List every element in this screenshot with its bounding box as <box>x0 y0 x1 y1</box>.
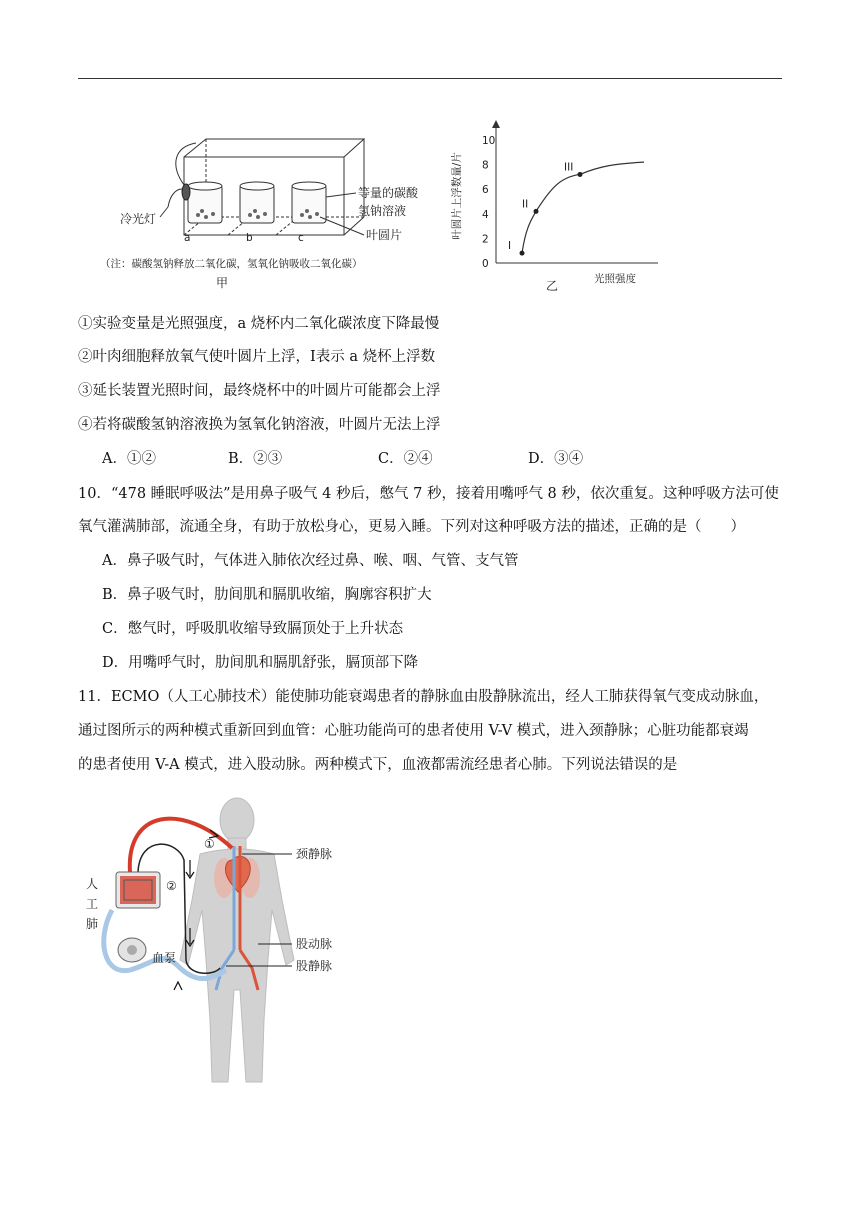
chart-point-label: II <box>522 198 529 211</box>
figure-jia-apparatus <box>100 125 440 295</box>
artificial-lung-device <box>116 872 160 908</box>
q11-stem-3: 的患者使用 V-A 模式，进入股动脉。两种模式下，血液都需流经患者心肺。下列说法错误的是 <box>78 757 678 773</box>
figure-note: （注：碳酸氢钠释放二氧化碳，氢氧化钠吸收二氧化碳） <box>100 258 363 270</box>
q11-stem-1: 11．ECMO（人工心肺技术）能使肺功能衰竭患者的静脉血由股静脉流出，经人工肺获得氧气变成动脉血， <box>78 689 769 705</box>
figure-yi-chart <box>448 118 668 298</box>
artificial-lung-label-2: 工 <box>86 897 99 911</box>
q9-option-d[interactable]: D．③④ <box>528 451 584 467</box>
q10-option-c[interactable]: C．憋气时，呼吸肌收缩导致膈顶处于上升状态 <box>102 621 404 637</box>
artificial-lung-label-3: 肺 <box>86 917 99 931</box>
q9-option-b[interactable]: B．②③ <box>228 451 283 467</box>
human-body-silhouette <box>180 798 294 1082</box>
y-tick-label: 4 <box>482 208 489 221</box>
figure-yi-caption: 乙 <box>546 279 559 293</box>
y-tick-label: 2 <box>482 233 489 246</box>
chart-points <box>508 161 583 255</box>
y-tick-label: 8 <box>482 159 489 172</box>
chart-point-label: III <box>564 161 574 174</box>
beaker-a <box>188 182 222 223</box>
chart-point <box>520 251 525 256</box>
q11-stem-2: 通过图所示的两种模式重新回到血管：心脏功能尚可的患者使用 V-V 模式，进入颈静脉；心脏功能都衰竭 <box>78 723 749 739</box>
blood-pump-icon <box>118 938 146 962</box>
q10-stem-1: 10．“478 睡眠呼吸法”是用鼻子吸气 4 秒后，憋气 7 秒，接着用嘴呼气 8 秒，依次重复。这种呼吸方法可使 <box>78 486 779 502</box>
chart-curve <box>522 162 644 253</box>
q9-statement-3: ③延长装置光照时间，最终烧杯中的叶圆片可能都会上浮 <box>78 383 441 399</box>
chart-point <box>578 172 583 177</box>
femoral-artery-label: 股动脉 <box>296 937 333 951</box>
lamp-label: 冷光灯 <box>120 212 157 226</box>
femoral-vein-label: 股静脉 <box>296 959 333 973</box>
beaker-a-label: a <box>184 232 191 244</box>
jugular-vein-label: 颈静脉 <box>296 847 333 861</box>
y-tick-label: 0 <box>482 258 489 270</box>
beaker-b <box>240 182 274 223</box>
q9-statement-2: ②叶肉细胞释放氧气使叶圆片上浮，Ⅰ表示 a 烧杯上浮数 <box>78 349 436 365</box>
y-axis-label: 叶圆片上浮数量/片 <box>451 152 463 240</box>
ylabel-group <box>450 152 463 240</box>
disc-label: 叶圆片 <box>366 228 403 242</box>
q9-option-a[interactable]: A．①② <box>102 451 156 467</box>
solution-label-1: 等量的碳酸 <box>358 186 419 200</box>
chart-point-label: I <box>508 240 512 253</box>
x-axis-label: 光照强度 <box>594 273 636 285</box>
y-tick-label: 10 <box>482 135 496 147</box>
lamp-icon <box>182 184 190 200</box>
tank-top <box>184 139 364 157</box>
y-tick-labels <box>482 135 495 270</box>
chart-point <box>534 209 539 214</box>
q10-option-b[interactable]: B．鼻子吸气时，肋间肌和膈肌收缩，胸廓容积扩大 <box>102 587 432 603</box>
q10-option-a[interactable]: A．鼻子吸气时，气体进入肺依次经过鼻、喉、咽、气管、支气管 <box>102 553 519 569</box>
beaker-b-label: b <box>246 232 253 244</box>
solution-label-2: 氢钠溶液 <box>358 204 407 218</box>
header-rule <box>78 78 782 79</box>
figure-jia-caption: 甲 <box>216 276 229 290</box>
y-tick-label: 6 <box>482 184 489 197</box>
q10-option-d[interactable]: D．用嘴呼气时，肋间肌和膈肌舒张，膈顶部下降 <box>102 655 419 671</box>
beaker-c-label: c <box>298 232 304 244</box>
q9-statement-1: ①实验变量是光照强度，a 烧杯内二氧化碳浓度下降最慢 <box>78 316 440 332</box>
mode-2-marker: ② <box>166 879 177 893</box>
pump-label: 血泵 <box>152 951 177 965</box>
artificial-lung-label-1: 人 <box>86 877 99 891</box>
mode-1-marker: ① <box>204 837 215 851</box>
q9-statement-4: ④若将碳酸氢钠溶液换为氢氧化钠溶液，叶圆片无法上浮 <box>78 417 441 433</box>
q9-option-c[interactable]: C．②④ <box>378 451 433 467</box>
figure-ecmo <box>82 790 372 1090</box>
q10-stem-2: 氧气灌满肺部，流通全身，有助于放松身心，更易入睡。下列对这种呼吸方法的描述，正确的是（ ） <box>78 519 745 535</box>
